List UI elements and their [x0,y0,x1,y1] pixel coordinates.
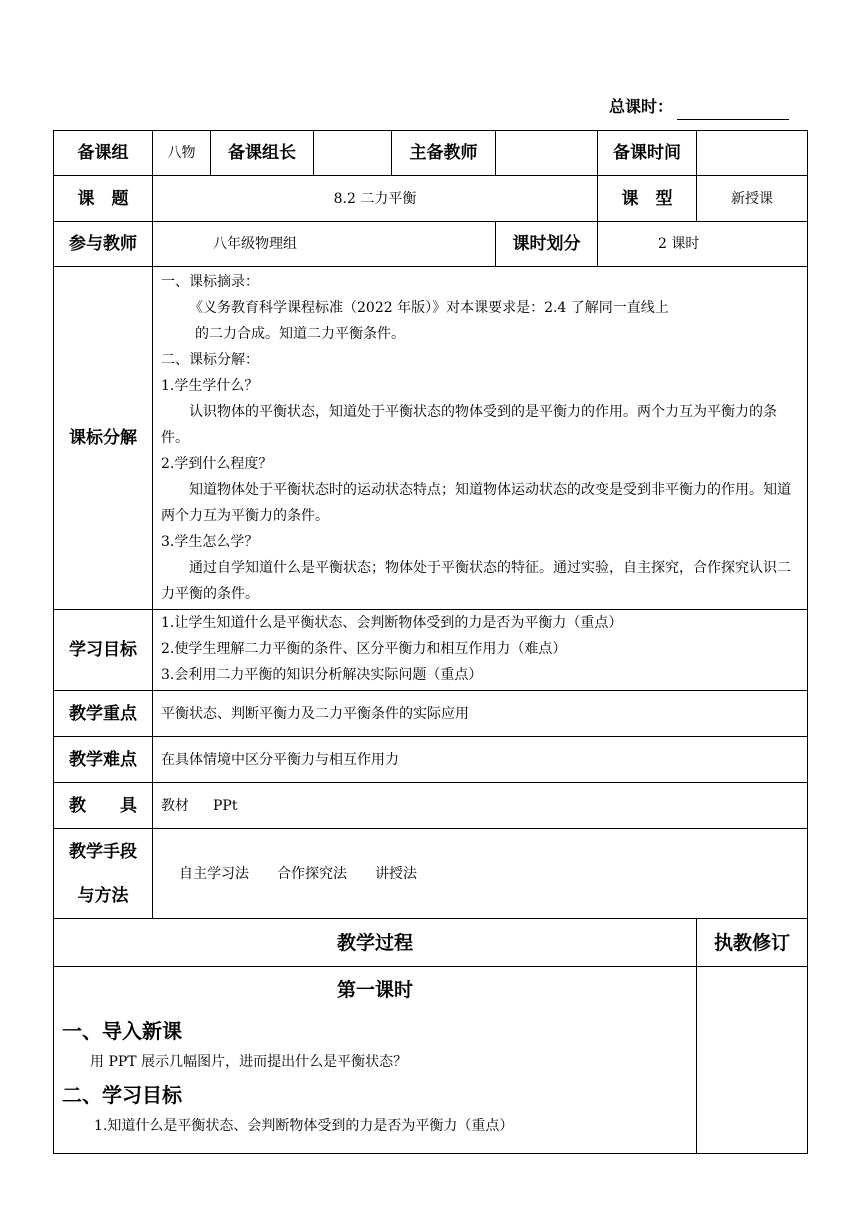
process-content [54,967,697,1154]
prep-time-value [697,131,808,176]
section-text: 用 PPT 展示几幅图片，进而提出什么是平衡状态？ [90,1054,408,1070]
objective-item: 3.会利用二力平衡的知识分析解决实际问题（重点） [161,667,483,683]
leader-label: 备课组长 [211,131,314,176]
total-hours-field [609,94,789,120]
row-meta [54,131,808,176]
standards-line: 认识物体的平衡状态，知道处于平衡状态的物体受到的是平衡力的作用。两个力互为平衡力的条件。 [161,404,777,446]
tool-item: PPt [213,797,238,814]
standards-line: 二、课标分解： [161,352,259,368]
process-header: 教学过程 [54,919,697,967]
row-key-points [54,691,808,737]
tools-value [153,783,808,829]
method-item: 合作探究法 [277,865,347,882]
section-text: 1.知道什么是平衡状态、会判断物体受到的力是否为平衡力（重点） [94,1118,514,1134]
objectives-label: 学习目标 [54,610,153,691]
group-value: 八物 [153,131,211,176]
revision-header: 执教修订 [697,919,808,967]
row-methods [54,829,808,919]
objectives-content [153,610,808,691]
methods-label-line: 教学手段 [69,841,137,862]
standards-line: 2.学到什么程度？ [161,456,273,472]
total-hours-blank [677,101,789,120]
key-points-label: 教学重点 [54,691,153,737]
tools-label: 教 具 [54,783,153,829]
methods-label-line: 与方法 [77,885,129,906]
schedule-label: 课时划分 [496,222,598,267]
prep-time-label: 备课时间 [598,131,697,176]
objective-item: 2.使学生理解二力平衡的条件、区分平衡力和相互作用力（难点） [161,641,567,657]
row-objectives [54,610,808,691]
main-teacher-label: 主备教师 [392,131,496,176]
section-heading: 二、学习目标 [62,1083,182,1107]
leader-value [314,131,392,176]
standards-line: 知道物体处于平衡状态时的运动状态特点；知道物体运动状态的改变是受到非平衡力的作用。知道两个力互为平衡力的条件。 [161,482,791,524]
difficulties-label: 教学难点 [54,737,153,783]
participants-label: 参与教师 [54,222,153,267]
row-process-body [54,967,808,1154]
row-process-header [54,919,808,967]
method-item: 自主学习法 [179,865,249,882]
topic-label: 课 题 [54,176,153,222]
participants-value: 八年级物理组 [153,222,496,267]
standards-line: 一、课标摘录： [161,274,259,290]
lesson-title: 第一课时 [336,979,413,1001]
standards-line: 《义务教育科学课程标准（2022 年版）》对本课要求是：2.4 了解同一直线上 [189,300,669,316]
section-heading: 一、导入新课 [62,1019,182,1043]
row-difficulties [54,737,808,783]
row-participants [54,222,808,267]
type-value: 新授课 [697,176,808,222]
row-topic [54,176,808,222]
methods-value [153,829,808,919]
standards-line: 通过自学知道什么是平衡状态；物体处于平衡状态的特征。通过实验，自主探究，合作探究认识二力平衡的条件。 [161,560,791,602]
lesson-plan-table [53,130,808,1154]
standards-line: 的二力合成。知道二力平衡条件。 [195,326,405,342]
total-hours-label: 总课时： [609,97,674,116]
key-points-value: 平衡状态、判断平衡力及二力平衡条件的实际应用 [153,691,808,737]
topic-value: 8.2 二力平衡 [153,176,598,222]
group-label: 备课组 [54,131,153,176]
objective-item: 1.让学生知道什么是平衡状态、会判断物体受到的力是否为平衡力（重点） [161,615,623,631]
standards-line: 3.学生怎么学？ [161,534,259,550]
difficulties-value: 在具体情境中区分平衡力与相互作用力 [153,737,808,783]
main-teacher-value [496,131,598,176]
revision-cell [697,967,808,1154]
standards-content [153,267,808,610]
tool-item: 教材 [161,797,189,814]
row-tools [54,783,808,829]
row-standards [54,267,808,610]
methods-label [54,829,153,919]
standards-label: 课标分解 [54,267,153,610]
type-label: 课 型 [598,176,697,222]
schedule-value: 2 课时 [598,222,808,267]
standards-line: 1.学生学什么？ [161,378,259,394]
method-item: 讲授法 [375,865,417,882]
